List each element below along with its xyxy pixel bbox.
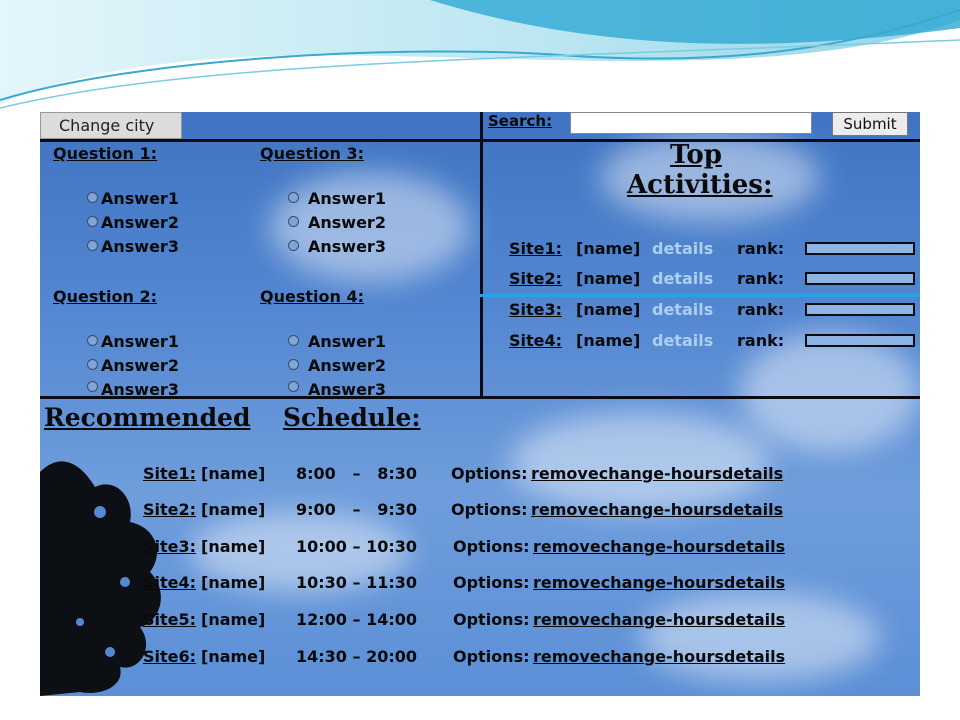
q4-answer1-label: Answer1 [308,332,386,351]
activity-name: [name] [576,239,641,258]
schedule-site-label[interactable]: Site5: [143,610,197,629]
schedule-options-label: Options: [453,647,530,666]
q3-answer2-label: Answer2 [308,213,386,232]
schedule-options-links[interactable]: removechange-hoursdetails [533,647,786,666]
q1-answer1-radio[interactable] [87,192,98,203]
schedule-options-links[interactable]: removechange-hoursdetails [533,610,786,629]
activity-details-link[interactable]: details [652,331,714,350]
search-label: Search: [488,112,553,130]
schedule-site-label[interactable]: Site6: [143,647,197,666]
q4-answer3-radio[interactable] [288,381,299,392]
activity-details-link[interactable]: details [652,300,714,319]
activity-name: [name] [576,269,641,288]
activity-name: [name] [576,300,641,319]
activity-details-link[interactable]: details [652,239,714,258]
activity-rank-label: rank: [737,239,785,258]
schedule-site-name: [name] [201,573,266,592]
schedule-options-links[interactable]: removechange-hoursdetails [531,464,784,483]
submit-button[interactable]: Submit [832,112,908,136]
schedule-options-links[interactable]: removechange-hoursdetails [533,573,786,592]
rank-slider[interactable] [805,334,915,347]
q3-answer1-radio[interactable] [288,192,299,203]
schedule-time: 9:00 – 9:30 [296,500,418,519]
rank-slider[interactable] [805,272,915,285]
activity-site-label[interactable]: Site4: [509,331,563,350]
q4-answer2-label: Answer2 [308,356,386,375]
q3-answer2-radio[interactable] [288,216,299,227]
activity-site-label[interactable]: Site2: [509,269,563,288]
q4-answer3-label: Answer3 [308,380,386,399]
q3-answer3-label: Answer3 [308,237,386,256]
schedule-options-label: Options: [453,610,530,629]
schedule-title-word2: Schedule: [283,403,421,432]
q4-answer1-radio[interactable] [288,335,299,346]
rank-slider[interactable] [805,303,915,316]
q2-answer2-radio[interactable] [87,359,98,370]
q2-answer2-label: Answer2 [101,356,179,375]
schedule-site-label[interactable]: Site4: [143,573,197,592]
schedule-time: 10:00 – 10:30 [296,537,417,556]
q1-answer2-label: Answer2 [101,213,179,232]
q1-answer1-label: Answer1 [101,189,179,208]
schedule-site-label[interactable]: Site1: [143,464,197,483]
activity-rank-label: rank: [737,269,785,288]
q3-answer1-label: Answer1 [308,189,386,208]
schedule-site-name: [name] [201,647,266,666]
main-panel [40,112,920,696]
activity-details-link[interactable]: details [652,269,714,288]
activity-name: [name] [576,331,641,350]
schedule-options-links[interactable]: removechange-hoursdetails [533,537,786,556]
schedule-site-name: [name] [201,464,266,483]
q1-answer3-radio[interactable] [87,240,98,251]
schedule-site-name: [name] [201,537,266,556]
schedule-time: 8:00 – 8:30 [296,464,418,483]
schedule-site-label[interactable]: Site2: [143,500,197,519]
schedule-options-links[interactable]: removechange-hoursdetails [531,500,784,519]
question-3-label: Question 3: [260,144,364,163]
q1-answer2-radio[interactable] [87,216,98,227]
decorative-swoosh [0,0,960,120]
schedule-options-label: Options: [453,573,530,592]
vertical-divider [480,112,483,398]
top-activities-title-line1: Top [670,140,722,170]
question-2-label: Question 2: [53,287,157,306]
activity-rank-label: rank: [737,300,785,319]
accent-divider [480,294,920,297]
q3-answer3-radio[interactable] [288,240,299,251]
change-city-button[interactable]: Change city [40,112,182,139]
schedule-time: 10:30 – 11:30 [296,573,417,592]
schedule-options-label: Options: [453,537,530,556]
schedule-options-label: Options: [451,500,528,519]
q2-answer3-radio[interactable] [87,381,98,392]
rank-slider[interactable] [805,242,915,255]
schedule-time: 14:30 – 20:00 [296,647,417,666]
question-1-label: Question 1: [53,144,157,163]
schedule-site-label[interactable]: Site3: [143,537,197,556]
activity-rank-label: rank: [737,331,785,350]
activity-site-label[interactable]: Site3: [509,300,563,319]
question-4-label: Question 4: [260,287,364,306]
q2-answer1-radio[interactable] [87,335,98,346]
top-activities-title-line2: Activities: [627,170,773,200]
q2-answer3-label: Answer3 [101,380,179,399]
q4-answer2-radio[interactable] [288,359,299,370]
schedule-title-word1: Recommended [44,403,251,432]
schedule-options-label: Options: [451,464,528,483]
activity-site-label[interactable]: Site1: [509,239,563,258]
schedule-site-name: [name] [201,610,266,629]
q1-answer3-label: Answer3 [101,237,179,256]
search-input[interactable] [570,112,812,134]
schedule-time: 12:00 – 14:00 [296,610,417,629]
schedule-site-name: [name] [201,500,266,519]
q2-answer1-label: Answer1 [101,332,179,351]
